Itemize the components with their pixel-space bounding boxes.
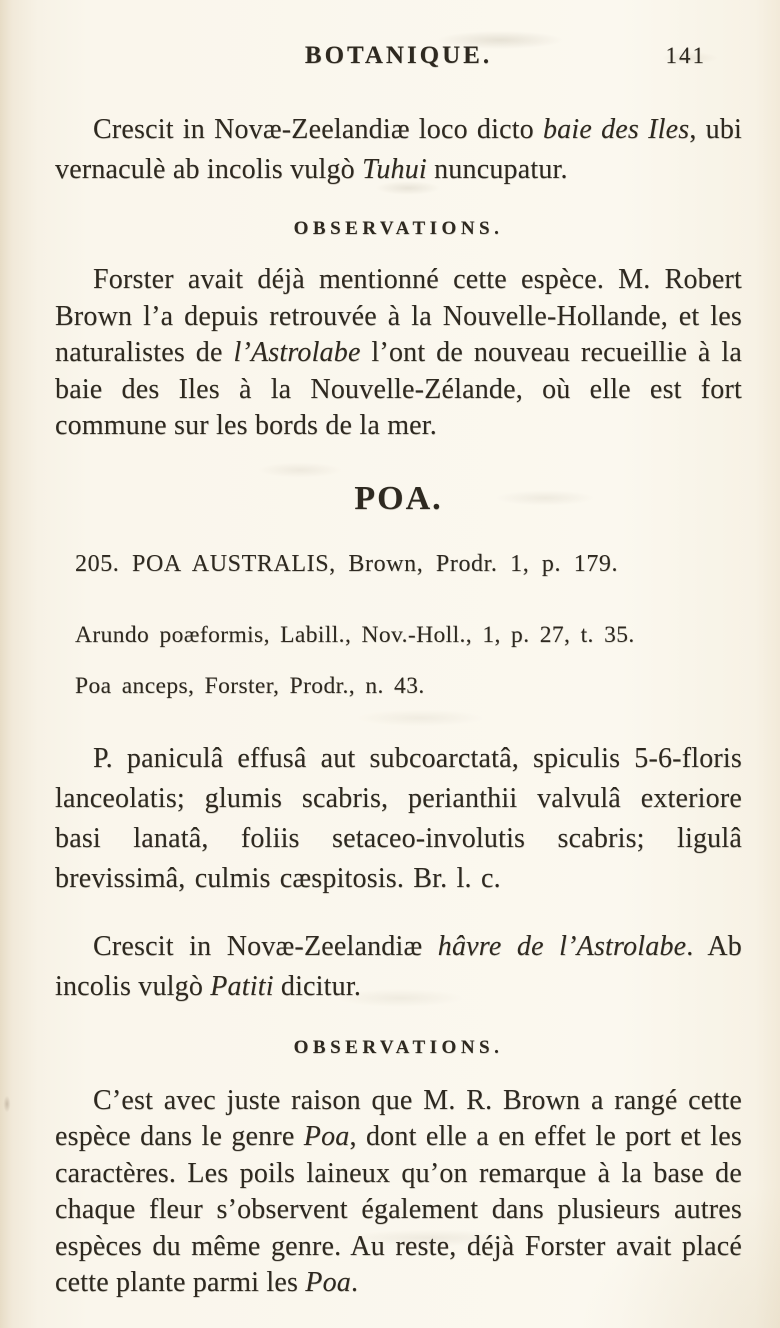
italic-vernacular-name: Tuhui — [362, 154, 427, 185]
observations-heading-2: OBSERVATIONS. — [293, 1036, 504, 1058]
text-segment: P. paniculâ effusâ aut subcoarctatâ, spiculis 5-6-floris lanceolatis; glumis scabris, perianthii valvulâ exteriore basi lanatâ, foliis setaceo-involutis scabris; ligulâ brevissimâ, culmis cæspitosis. Br. l. c. — [55, 742, 742, 894]
italic-genus-name: Poa — [305, 1267, 351, 1298]
running-header — [55, 42, 742, 74]
text-segment: , dont elle a en effet le port et les caractères. Les poils laineux qu’on remarque à la base de chaque fleur s’observent également dans plusieurs autres espèces du même genre. Au reste, déjà Forster avait placé cette plante parmi les — [55, 1121, 742, 1298]
observations-paragraph-2 — [55, 1083, 742, 1302]
text-segment: dicitur. — [273, 970, 362, 1002]
italic-vernacular-name: Patiti — [210, 970, 274, 1002]
text-segment: C’est avec juste raison que M. R. Brown a rangé cette espèce dans le genre — [55, 1084, 742, 1152]
text-segment: , ubi vernaculè ab incolis vulgò — [55, 114, 742, 185]
latin-habitat-paragraph-2 — [55, 927, 742, 1007]
synonym-line: Arundo poæformis, Labill., Nov.-Holl., 1, p. 27, t. 35. — [75, 621, 635, 648]
latin-habitat-paragraph — [55, 110, 742, 190]
species-entry-line: 205. POA AUSTRALIS, Brown, Prodr. 1, p. 179. — [75, 550, 619, 577]
text-segment: l’ont de nouveau recueillie à la baie des Iles à la Nouvelle-Zélande, où elle est fort commune sur les bords de la mer. — [55, 337, 742, 441]
italic-place-name: hâvre de l’Astrolabe — [437, 930, 687, 962]
text-segment: . Ab incolis vulgò — [55, 930, 742, 1002]
genus-heading: POA. — [354, 479, 443, 517]
italic-genus-name: Poa — [303, 1121, 350, 1152]
text-segment: . — [351, 1267, 359, 1298]
page-title: BOTANIQUE. — [304, 42, 493, 69]
text-segment: nuncupatur. — [426, 154, 568, 185]
italic-place-name: baie des Iles — [542, 114, 690, 145]
text-segment: Crescit in Novæ-Zeelandiæ — [93, 930, 438, 962]
synonym-line: Poa anceps, Forster, Prodr., n. 43. — [75, 672, 425, 699]
text-segment: Crescit in Novæ-Zeelandiæ loco dicto — [93, 114, 543, 145]
italic-ship-name: l’Astrolabe — [233, 337, 361, 368]
latin-description-paragraph — [55, 739, 742, 899]
text-segment: Forster avait déjà mentionné cette espèce. M. Robert Brown l’a depuis retrouvée à la Nouvelle-Hollande, et les naturalistes de — [55, 264, 742, 368]
page-number: 141 — [665, 43, 706, 68]
observations-heading-1: OBSERVATIONS. — [293, 218, 504, 239]
observations-paragraph-1 — [55, 262, 742, 445]
